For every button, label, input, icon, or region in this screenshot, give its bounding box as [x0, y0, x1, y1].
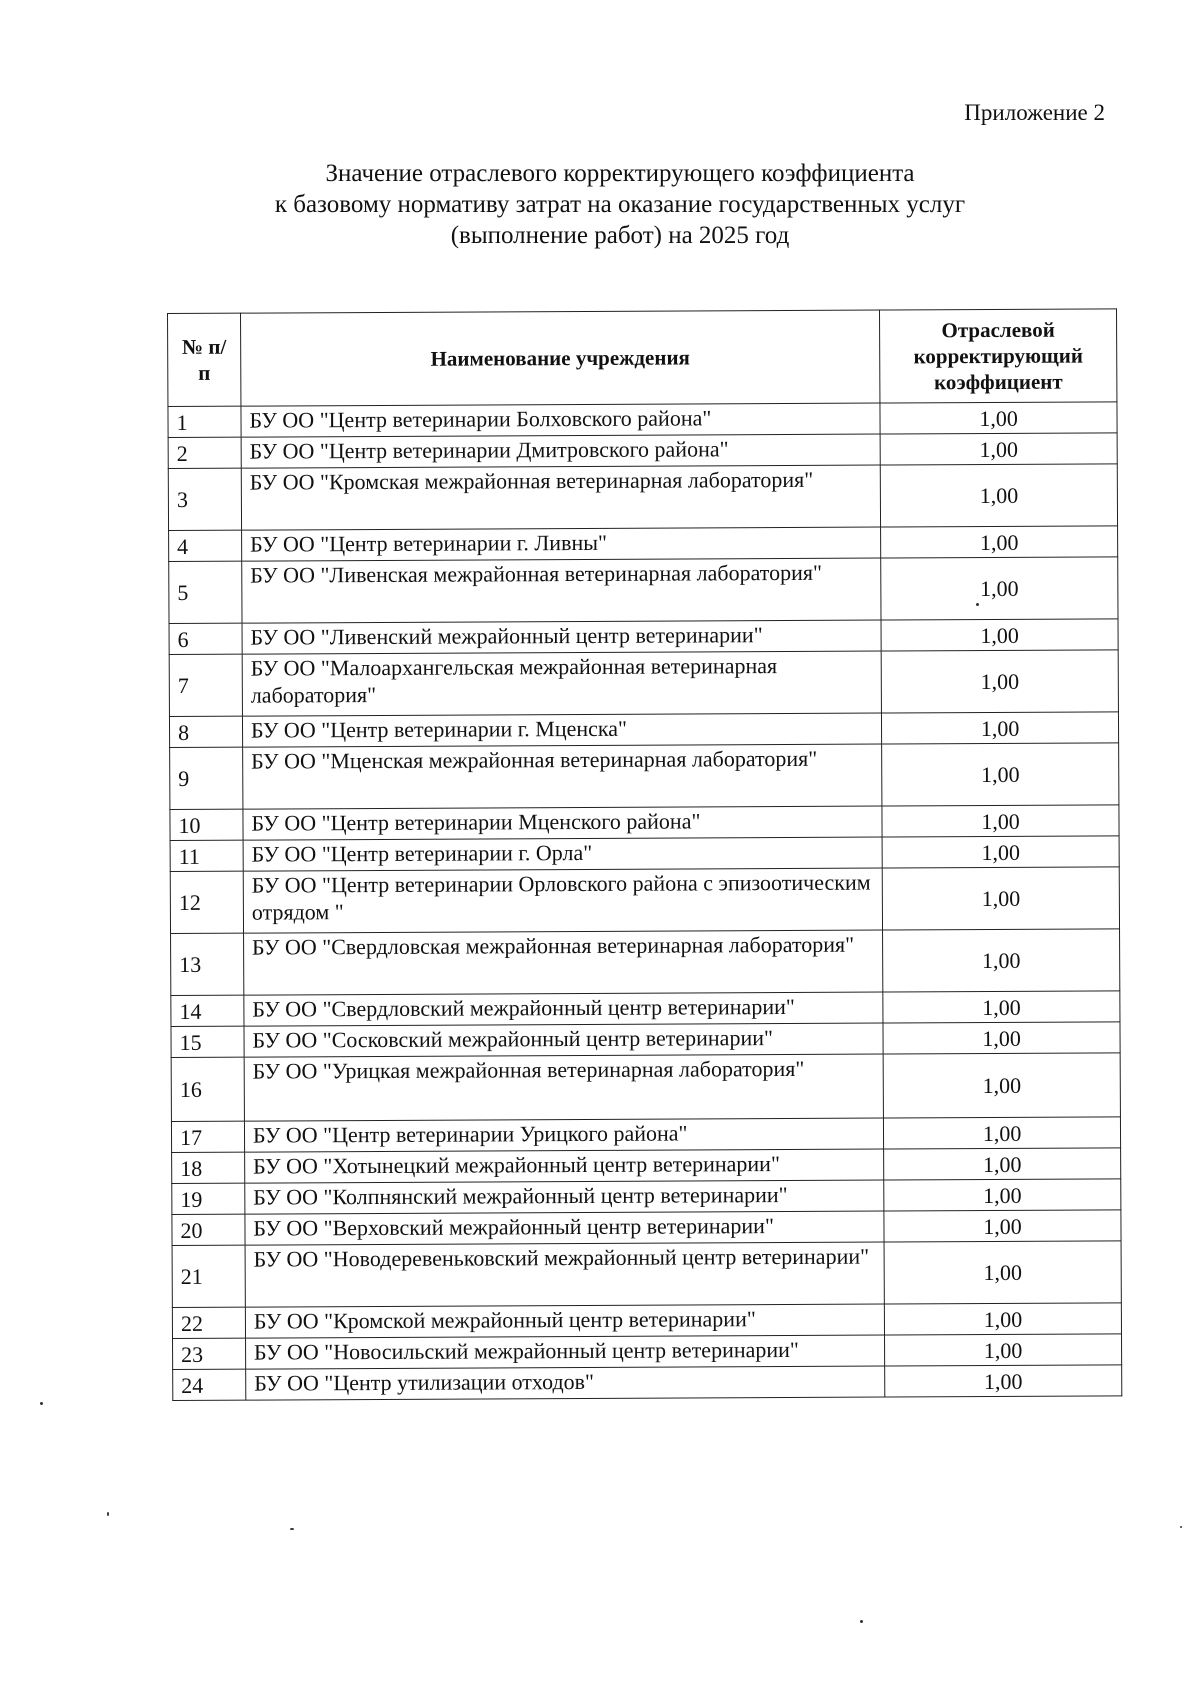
row-number: 12	[170, 871, 243, 933]
row-number: 24	[173, 1369, 246, 1400]
scan-speck	[860, 1620, 863, 1623]
coefficient-value: 1,00	[881, 650, 1118, 713]
institution-name: БУ ОО "Центр ветеринарии г. Ливны"	[241, 527, 880, 561]
institution-name: БУ ОО "Центр ветеринарии г. Орла"	[243, 837, 882, 871]
coefficient-value: 1,00	[885, 1365, 1122, 1397]
row-number: 6	[169, 623, 242, 654]
coefficient-value: 1,00	[884, 1210, 1121, 1242]
institution-name: БУ ОО "Свердловская межрайонная ветеринарная лаборатория"	[243, 930, 882, 995]
table-row	[173, 1334, 1122, 1370]
institution-name: БУ ОО "Новосильский межрайонный центр ветеринарии"	[245, 1335, 884, 1369]
institution-name: БУ ОО "Мценская межрайонная ветеринарная лаборатория"	[243, 744, 882, 809]
institution-name: БУ ОО "Сосковский межрайонный центр ветеринарии"	[244, 1023, 883, 1057]
coefficient-value: 1,00	[884, 1117, 1121, 1149]
row-number: 17	[171, 1121, 244, 1152]
row-number: 14	[171, 995, 244, 1026]
table-row	[173, 1365, 1122, 1401]
table-row	[171, 991, 1120, 1027]
institution-name: БУ ОО "Центр ветеринарии Дмитровского района"	[241, 434, 880, 468]
table-row	[168, 433, 1117, 469]
institution-name: БУ ОО "Кромской межрайонный центр ветеринарии"	[245, 1304, 884, 1338]
coefficient-value: 1,00	[885, 1334, 1122, 1366]
coefficient-value: 1,00	[880, 402, 1117, 434]
table-row	[171, 1117, 1120, 1153]
table-row	[171, 929, 1120, 996]
institution-name: БУ ОО "Колпнянский межрайонный центр ветеринарии"	[245, 1180, 884, 1214]
coefficient-value: 1,00	[881, 557, 1118, 620]
row-number: 13	[171, 933, 244, 995]
institution-name: БУ ОО "Верховский межрайонный центр ветеринарии"	[245, 1211, 884, 1245]
scan-speck	[107, 1512, 109, 1516]
institution-name: БУ ОО "Ливенский межрайонный центр ветеринарии"	[242, 620, 881, 654]
institution-name: БУ ОО "Ливенская межрайонная ветеринарная лаборатория"	[242, 558, 881, 623]
table-row	[169, 712, 1118, 748]
coefficient-value: 1,00	[880, 433, 1117, 465]
table-row	[171, 1022, 1120, 1058]
institution-name: БУ ОО "Центр ветеринарии Орловского района с эпизоотическим отрядом "	[243, 868, 882, 933]
institution-name: БУ ОО "Малоархангельская межрайонная ветеринарная лаборатория"	[242, 651, 881, 716]
row-number: 15	[171, 1026, 244, 1057]
row-number: 19	[172, 1183, 245, 1214]
row-number: 9	[170, 747, 243, 809]
row-number: 8	[169, 716, 242, 747]
row-number: 23	[173, 1338, 246, 1369]
title-line-2: к базовому нормативу затрат на оказание государственных услуг	[274, 191, 966, 218]
coefficient-value: 1,00	[880, 464, 1117, 527]
coefficient-value: 1,00	[882, 712, 1119, 744]
table-row	[170, 743, 1119, 810]
table-row	[170, 805, 1119, 841]
institution-name: БУ ОО "Хотынецкий межрайонный центр ветеринарии"	[245, 1149, 884, 1183]
scan-speck	[976, 603, 979, 606]
table-row	[170, 836, 1119, 872]
table-body	[168, 402, 1122, 1401]
title-line-3: (выполнение работ) на 2025 год	[450, 222, 790, 249]
row-number: 3	[168, 468, 241, 530]
coefficient-value: 1,00	[882, 743, 1119, 806]
coefficient-value: 1,00	[882, 836, 1119, 868]
row-number: 21	[172, 1245, 245, 1307]
table-row	[170, 867, 1119, 934]
coefficient-value: 1,00	[884, 1303, 1121, 1335]
table-row	[168, 402, 1117, 438]
table-row	[172, 1210, 1121, 1246]
institution-name: БУ ОО "Кромская межрайонная ветеринарная лаборатория"	[241, 465, 880, 530]
table-row	[171, 1053, 1120, 1122]
row-number: 10	[170, 809, 243, 840]
institution-name: БУ ОО "Центр ветеринарии Мценского района"	[243, 806, 882, 840]
table-row	[172, 1303, 1121, 1339]
scan-speck	[290, 1528, 294, 1530]
title-line-1: Значение отраслевого корректирующего коэффициента	[325, 160, 915, 187]
table-row	[169, 557, 1118, 624]
row-number: 2	[168, 437, 241, 468]
header-name: Наименование учреждения	[240, 310, 880, 406]
document-title	[190, 158, 1050, 251]
institution-name: БУ ОО "Свердловский межрайонный центр ветеринарии"	[244, 992, 883, 1026]
table-row	[172, 1241, 1121, 1308]
coefficient-value: 1,00	[883, 1053, 1120, 1118]
institution-name: БУ ОО "Центр утилизации отходов"	[246, 1366, 885, 1400]
coefficient-value: 1,00	[883, 991, 1120, 1023]
row-number: 7	[169, 654, 242, 716]
table-row	[169, 650, 1118, 717]
coefficient-value: 1,00	[881, 619, 1118, 651]
row-number: 20	[172, 1214, 245, 1245]
appendix-label: Приложение 2	[964, 100, 1105, 125]
row-number: 5	[169, 561, 242, 623]
scan-speck	[1180, 1526, 1182, 1528]
table-row	[169, 619, 1118, 655]
table-row	[168, 464, 1117, 531]
row-number: 16	[171, 1057, 244, 1121]
row-number: 1	[168, 406, 241, 437]
coefficient-value: 1,00	[883, 929, 1120, 992]
institution-name: БУ ОО "Новодеревеньковский межрайонный центр ветеринарии"	[245, 1242, 884, 1307]
table-header-row	[168, 309, 1117, 407]
coefficient-value: 1,00	[882, 805, 1119, 837]
coefficient-value: 1,00	[884, 1241, 1121, 1304]
row-number: 22	[172, 1307, 245, 1338]
institution-name: БУ ОО "Центр ветеринарии Болховского района"	[241, 403, 880, 437]
coefficient-value: 1,00	[884, 1148, 1121, 1180]
row-number: 11	[170, 840, 243, 871]
header-coefficient: Отраслевой корректирующий коэффициент	[880, 309, 1117, 403]
scan-speck	[40, 1402, 43, 1405]
coefficient-table	[167, 308, 1122, 1401]
table-row	[169, 526, 1118, 562]
institution-name: БУ ОО "Урицкая межрайонная ветеринарная лаборатория"	[244, 1054, 883, 1121]
coefficient-value: 1,00	[884, 1179, 1121, 1211]
institution-name: БУ ОО "Центр ветеринарии Урицкого района"	[244, 1118, 883, 1152]
table-row	[172, 1179, 1121, 1215]
row-number: 4	[169, 530, 242, 561]
coefficient-value: 1,00	[881, 526, 1118, 558]
header-number: № п/п	[168, 313, 241, 406]
coefficient-value: 1,00	[882, 867, 1119, 930]
row-number: 18	[172, 1152, 245, 1183]
institution-name: БУ ОО "Центр ветеринарии г. Мценска"	[242, 713, 881, 747]
table-row	[172, 1148, 1121, 1184]
coefficient-value: 1,00	[883, 1022, 1120, 1054]
